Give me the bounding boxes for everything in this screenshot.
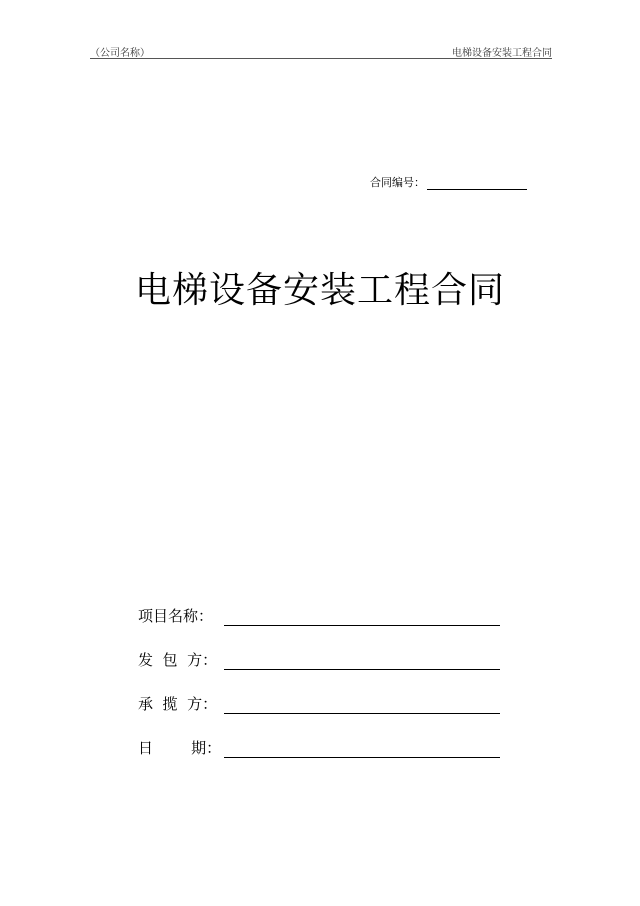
field-label: 承 揽 方： [138, 695, 218, 713]
contract-number-row [370, 174, 527, 190]
employer-blank[interactable] [224, 653, 500, 670]
contract-number-label: 合同编号： [370, 176, 425, 189]
field-date [138, 736, 500, 758]
cover-fields [138, 604, 500, 780]
field-label: 项目名称： [138, 607, 214, 625]
header-document-title: 电梯设备安装工程合同 [452, 48, 552, 59]
field-label: 日 期： [138, 739, 222, 757]
document-title: 电梯设备安装工程合同 [134, 270, 505, 311]
page-header [90, 44, 552, 59]
project-name-blank[interactable] [224, 609, 500, 626]
field-project-name [138, 604, 500, 626]
contract-number-blank[interactable] [427, 177, 527, 190]
field-employer [138, 648, 500, 670]
contractor-blank[interactable] [224, 697, 500, 714]
field-label: 发 包 方： [138, 651, 218, 669]
field-contractor [138, 692, 500, 714]
company-name-placeholder: （公司名称） [90, 48, 150, 59]
date-blank[interactable] [224, 741, 500, 758]
